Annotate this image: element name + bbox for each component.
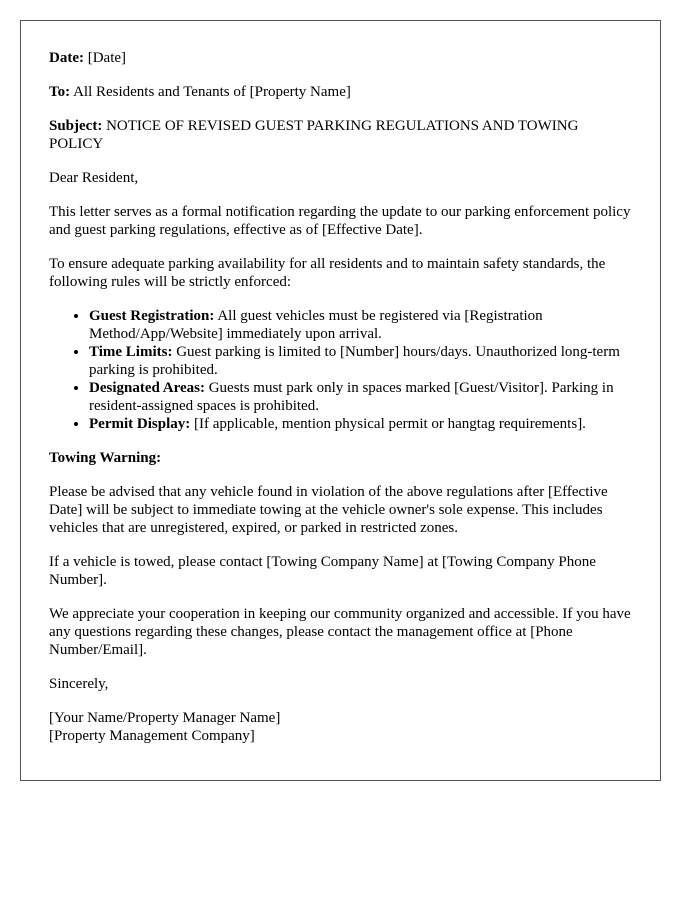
rule-text: Guest parking is limited to [Number] hours/days. Unauthorized long-term parking is prohibited.	[89, 344, 620, 378]
date-value: [Date]	[87, 50, 127, 66]
rule-text: All guest vehicles must be registered via [Registration Method/App/Website] immediately upon arrival.	[89, 308, 543, 342]
rule-title: Permit Display:	[89, 416, 191, 432]
rule-item-time-limits	[89, 343, 632, 379]
letter-page	[20, 20, 661, 781]
subject-line	[49, 117, 632, 153]
recipient-label: To:	[49, 84, 71, 100]
rule-item-permit-display	[89, 415, 632, 433]
rule-item-guest-registration	[89, 307, 632, 343]
signature-company: [Property Management Company]	[49, 728, 255, 744]
closing: Sincerely,	[49, 676, 109, 692]
rules-list	[49, 307, 632, 433]
rules-intro-paragraph: To ensure adequate parking availability for all residents and to maintain safety standards, the following rules will be strictly enforced:	[49, 256, 606, 290]
date-line	[49, 49, 632, 67]
towing-heading	[49, 449, 632, 467]
subject-value: NOTICE OF REVISED GUEST PARKING REGULATIONS AND TOWING POLICY	[49, 118, 579, 152]
salutation: Dear Resident,	[49, 170, 139, 186]
towing-heading-text: Towing Warning:	[49, 450, 162, 466]
rule-title: Guest Registration:	[89, 308, 215, 324]
date-label: Date:	[49, 50, 84, 66]
rule-title: Time Limits:	[89, 344, 173, 360]
rule-text: [If applicable, mention physical permit or hangtag requirements].	[193, 416, 586, 432]
appreciation-paragraph: We appreciate your cooperation in keeping our community organized and accessible. If you have any questions regarding these changes, please contact the management office at [Phone Number/Email].	[49, 606, 631, 658]
rule-title: Designated Areas:	[89, 380, 205, 396]
rule-text: Guests must park only in spaces marked [Guest/Visitor]. Parking in resident-assigned spaces is prohibited.	[89, 380, 614, 414]
recipient-line	[49, 83, 632, 101]
rule-item-designated-areas	[89, 379, 632, 415]
subject-label: Subject:	[49, 118, 103, 134]
intro-paragraph: This letter serves as a formal notification regarding the update to our parking enforcement policy and guest parking regulations, effective as of [Effective Date].	[49, 204, 631, 238]
recipient-value: All Residents and Tenants of [Property Name]	[73, 84, 351, 100]
signature-block	[49, 709, 632, 745]
signature-name: [Your Name/Property Manager Name]	[49, 710, 281, 726]
towing-paragraph: Please be advised that any vehicle found in violation of the above regulations after [Effective Date] will be subject to immediate towing at the vehicle owner's sole expense. This includes vehicles that are unregistered, expired, or parked in restricted zones.	[49, 484, 608, 536]
towed-contact-paragraph: If a vehicle is towed, please contact [Towing Company Name] at [Towing Company Phone Number].	[49, 554, 596, 588]
